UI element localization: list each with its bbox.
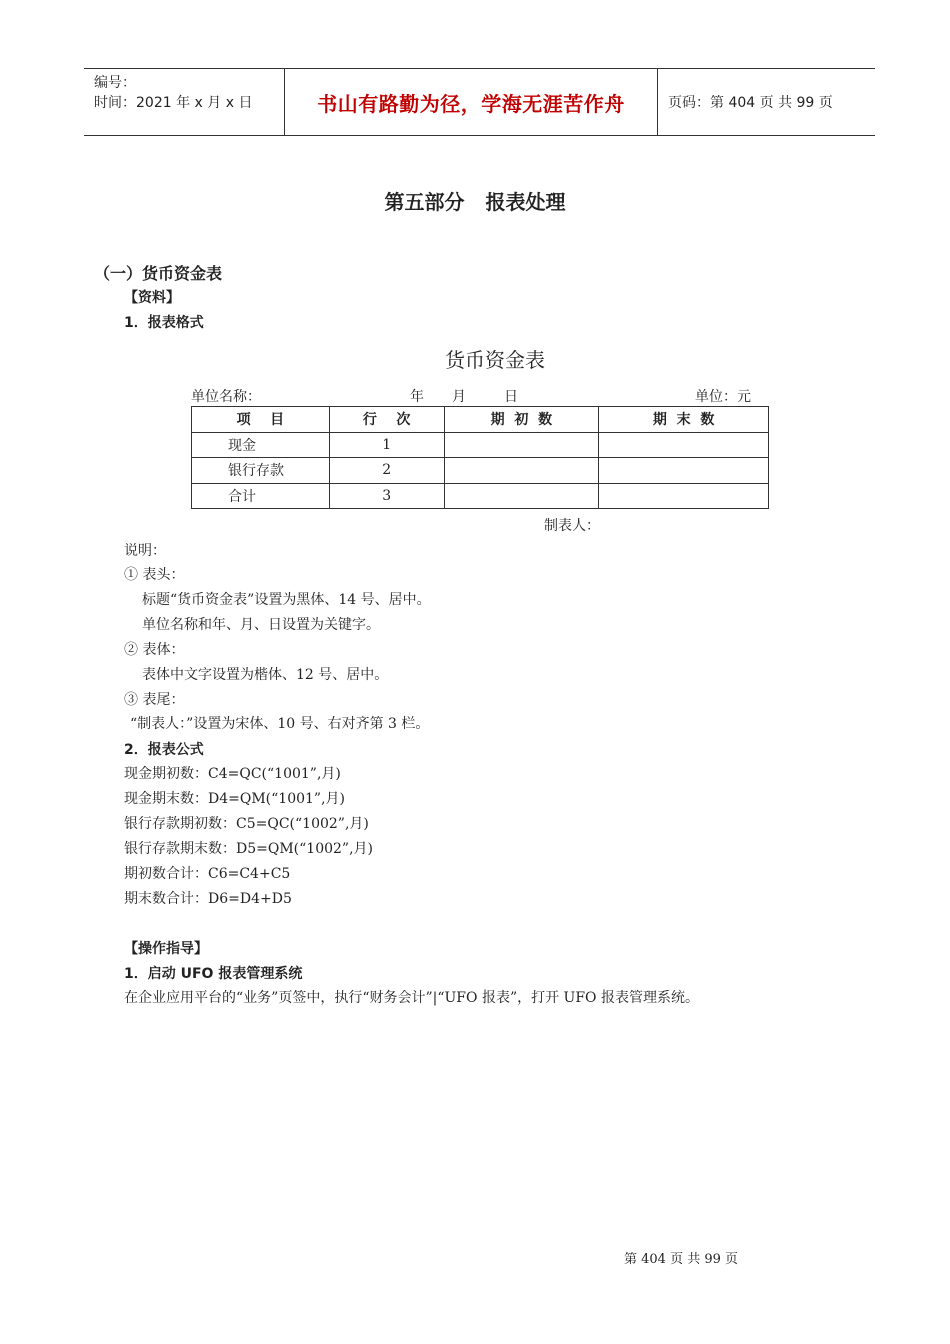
col-end: 期 末 数 [599,407,769,433]
notes-label: 说明： [124,543,166,559]
unit-label: 单位：元 [695,389,751,405]
unit-name-label: 单位名称： [191,389,261,405]
page-footer: 第 404 页 共 99 页 [624,1252,739,1267]
material-label: 【资料】 [124,290,180,306]
row-begin [444,458,599,484]
formula-item: 期末数合计：D6=D4+D5 [124,891,292,907]
header-page-info: 页码：第 404 页 共 99 页 [668,95,833,111]
table-row [192,483,769,509]
formula-item: 银行存款期末数：D5=QM(“1002”,月) [124,841,373,857]
step1-text: 在企业应用平台的“业务”页签中，执行“财务会计”|“UFO 报表”，打开 UFO 报表管理系统。 [124,990,699,1006]
row-begin [444,483,599,509]
row-end [599,432,769,458]
formula-item: 银行存款期初数：C5=QC(“1002”,月) [124,816,369,832]
header-meta [84,69,285,135]
step1-heading: 1．启动 UFO 报表管理系统 [124,966,303,982]
date-year: 年 [410,389,424,405]
row-item: 银行存款 [192,458,330,484]
table-row [192,432,769,458]
header-motto-cell [285,69,658,135]
formula-item: 现金期初数：C4=QC(“1001”,月) [124,766,341,782]
note-item: 表体中文字设置为楷体、12 号、居中。 [142,667,389,683]
date-day: 日 [504,389,518,405]
section-heading: （一）货币资金表 [94,264,223,283]
formula-heading: 2．报表公式 [124,742,204,758]
row-line: 1 [329,432,444,458]
row-begin [444,432,599,458]
formula-item: 期初数合计：C6=C4+C5 [124,866,291,882]
table-header-row [192,407,769,433]
row-line: 3 [329,483,444,509]
row-end [599,458,769,484]
money-fund-table [191,406,769,509]
header-motto: 书山有路勤为径，学海无涯苦作舟 [317,91,625,116]
preparer-label: 制表人： [544,518,600,534]
page-header [84,68,875,136]
page-title: 第五部分 报表处理 [384,190,566,214]
table-row [192,458,769,484]
note-item: ① 表头： [124,567,185,583]
date-month: 月 [452,389,466,405]
note-item: 标题“货币资金表”设置为黑体、14 号、居中。 [142,592,431,608]
col-line: 行 次 [329,407,444,433]
row-line: 2 [329,458,444,484]
operation-heading: 【操作指导】 [124,941,208,957]
note-item: ② 表体： [124,642,185,658]
col-begin: 期 初 数 [444,407,599,433]
format-heading: 1．报表格式 [124,315,204,331]
note-item: ③ 表尾： [124,692,185,708]
report-title: 货币资金表 [445,348,545,372]
row-item: 现金 [192,432,330,458]
col-item: 项 目 [192,407,330,433]
number-label: 编号： [94,75,136,91]
row-end [599,483,769,509]
time-label: 时间：2021 年 x 月 x 日 [94,95,253,111]
note-item: 单位名称和年、月、日设置为关键字。 [142,617,380,633]
formula-item: 现金期末数：D4=QM(“1001”,月) [124,791,345,807]
note-item: “制表人：”设置为宋体、10 号、右对齐第 3 栏。 [130,716,430,732]
row-item: 合计 [192,483,330,509]
